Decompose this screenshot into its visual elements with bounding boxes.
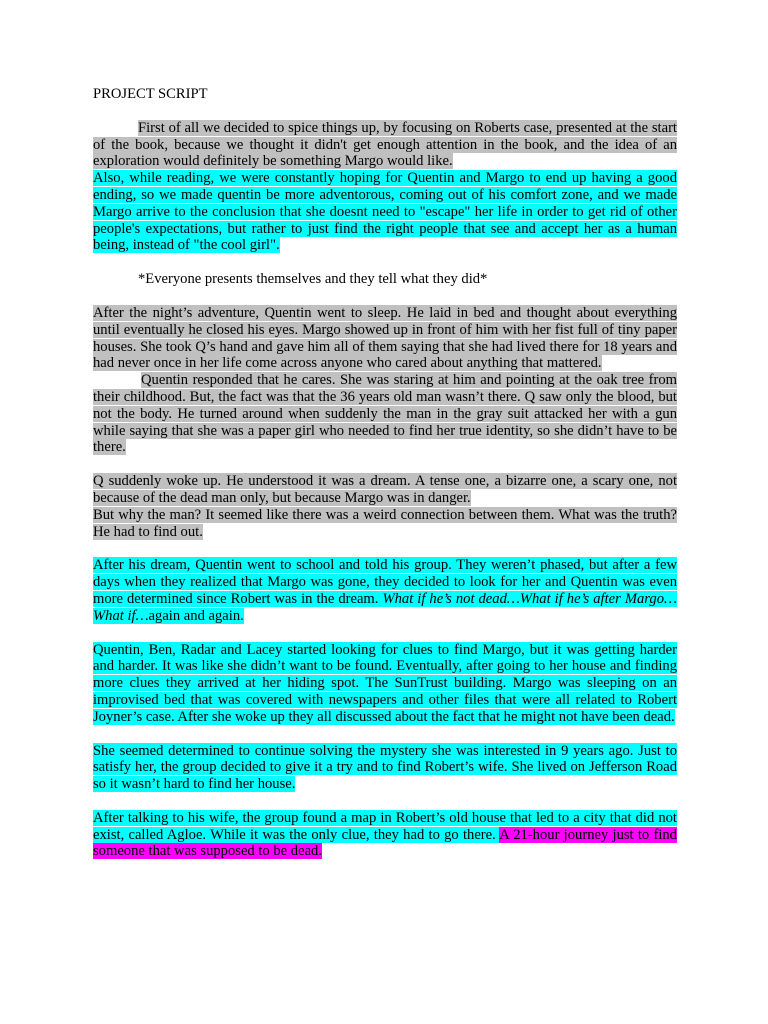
highlighted-text: Quentin, Ben, Radar and Lacey started looking for clues to find Margo, but it was getting harder and harder. It was like she didn’t want to be found. Eventually, after going to her house and finding more clues they arrived at her hiding spot. The SunTrust building. Margo was sleeping on an improvised bed that was covered with newspapers and other files that were all related to Robert Joyner’s case. After she woke up they all discussed about the fact that he might not have been dead. — [93, 641, 677, 725]
highlighted-text: After talking to his wife, the group found a map in Robert’s old house that led to a city that did not exist, called Agloe. While it was the only clue, they had to go there. — [93, 809, 677, 843]
paragraph-stage-direction: *Everyone presents themselves and they tell what they did* — [138, 271, 488, 288]
highlighted-text — [93, 557, 677, 623]
highlighted-text: First of all we decided to spice things up, by focusing on Roberts case, presented at the start of the book, because we thought it didn't get enough attention in the book, and the idea of an exploration would definitely be something Margo would like. — [93, 119, 677, 170]
highlighted-text: Q suddenly woke up. He understood it was a dream. A tense one, a bizarre one, a scary one, not because of the dead man only, but because Margo was in danger. — [93, 473, 677, 506]
paragraph-question — [93, 507, 677, 541]
school-text: After his dream, Quentin went to school and told his group. They weren’t phased, but after a few days when they realized that Margo was gone, they decided to look for her and Quentin was even more determined since Robert was in the dream. — [93, 557, 677, 607]
highlighted-text: But why the man? It seemed like there was a weird connection between them. What was the truth? He had to find out. — [93, 506, 677, 540]
paragraph-search — [93, 642, 677, 726]
italic-thought: What if he’s not dead…What if he’s after Margo…What if… — [93, 590, 677, 624]
highlighted-text: Also, while reading, we were constantly hoping for Quentin and Margo to end up having a good ending, so we made quentin be more adventorous, coming out of his comfort zone, and we made Margo arrive to the conclusion that she doesnt need to "escape" her life in order to get rid of other people's expectations, but rather to just find the right people that see and accept her as a human being, instead of "the cool girl". — [93, 170, 677, 254]
paragraph-wake-up — [93, 473, 677, 507]
paragraph-dream-continued — [93, 372, 677, 456]
highlighted-text: She seemed determined to continue solving the mystery she was interested in 9 years ago. Just to satisfy her, the group decided to give it a try and to find Robert’s wife. She lived on Jefferson Road so it wasn’t hard to find her house. — [93, 742, 677, 793]
paragraph-intro — [93, 120, 677, 170]
document-page — [93, 86, 677, 877]
paragraph-dream — [93, 305, 677, 372]
highlighted-text: After the night’s adventure, Quentin went to sleep. He laid in bed and thought about everything until eventually he closed his eyes. Margo showed up in front of him with her fist full of tiny paper houses. She took Q’s hand and gave him all of them saying that she had lived there for 18 years and had never once in her life come across anyone who cared about anything that mattered. — [93, 304, 677, 372]
magenta-highlighted-text: A 21-hour journey just to find someone that was supposed to be dead. — [93, 826, 677, 860]
document-title: PROJECT SCRIPT — [93, 86, 208, 102]
paragraph-goals — [93, 170, 677, 254]
paragraph-school — [93, 557, 677, 624]
school-text-end: again and again. — [148, 607, 244, 624]
paragraph-journey — [93, 810, 677, 860]
paragraph-mystery — [93, 743, 677, 793]
highlighted-text: Quentin responded that he cares. She was staring at him and pointing at the oak tree from their childhood. But, the fact was that the 36 years old man wasn’t there. Q saw only the blood, but not the body. He turned around when suddenly the man in the gray suit attacked her with a gun while saying that she was a paper girl who needed to find her true identity, so she didn’t have to be there. — [93, 372, 677, 456]
